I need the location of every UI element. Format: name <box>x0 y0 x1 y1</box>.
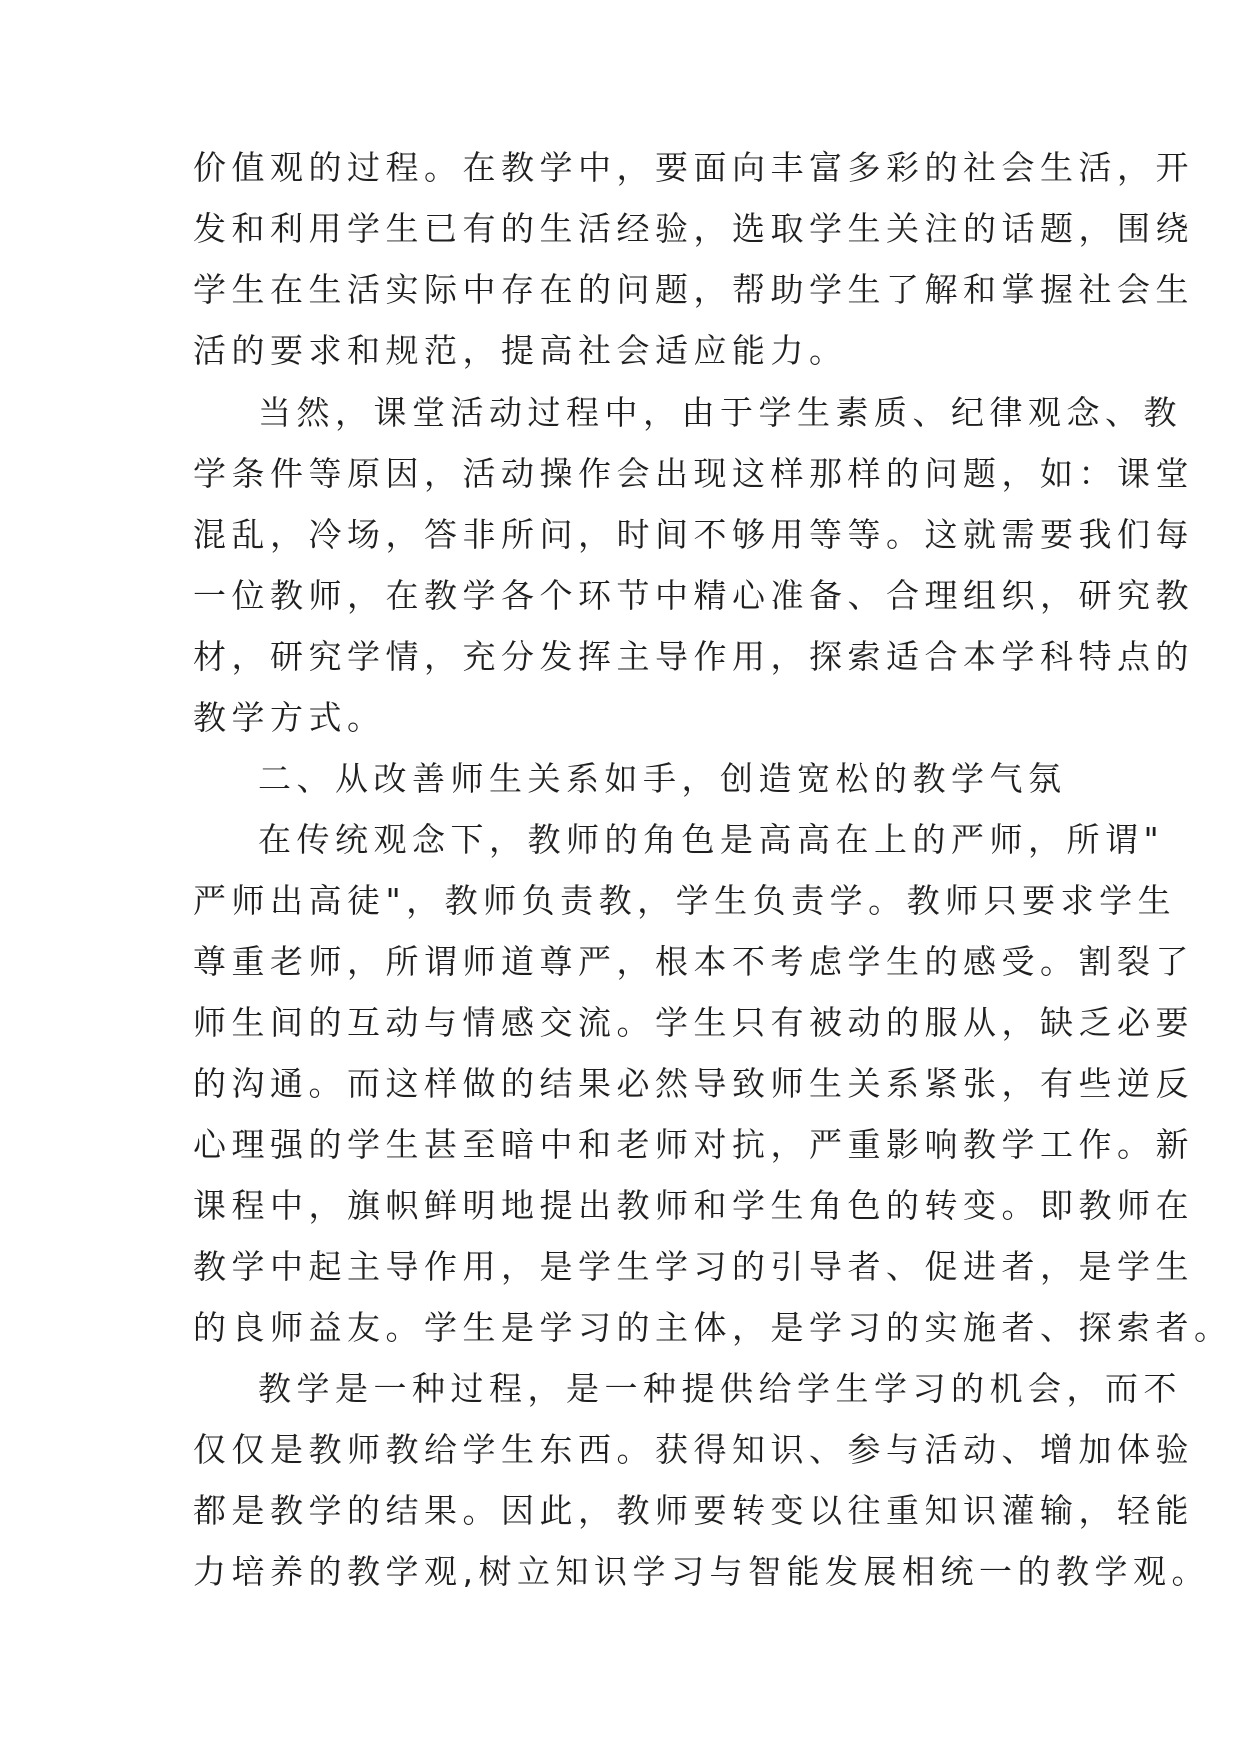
text-line: 仅仅是教师教给学生东西。获得知识、参与活动、增加体验 <box>193 1430 1194 1469</box>
text-line: 严师出高徒"，教师负责教，学生负责学。教师只要求学生 <box>193 881 1177 920</box>
text-line: 的沟通。而这样做的结果必然导致师生关系紧张，有些逆反 <box>193 1064 1194 1103</box>
text-line: 一位教师，在教学各个环节中精心准备、合理组织，研究教 <box>193 576 1194 615</box>
section-heading: 二、从改善师生关系如手，创造宽松的教学气氛 <box>258 759 1067 798</box>
text-line: 学生在生活实际中存在的问题，帮助学生了解和掌握社会生 <box>193 270 1194 309</box>
text-line: 力培养的教学观,树立知识学习与智能发展相统一的教学观。 <box>193 1552 1210 1591</box>
text-line: 价值观的过程。在教学中，要面向丰富多彩的社会生活，开 <box>193 148 1194 187</box>
text-line: 的良师益友。学生是学习的主体，是学习的实施者、探索者。 <box>193 1308 1233 1347</box>
text-line: 尊重老师，所谓师道尊严，根本不考虑学生的感受。割裂了 <box>193 942 1194 981</box>
text-line: 教学中起主导作用，是学生学习的引导者、促进者，是学生 <box>193 1247 1194 1286</box>
text-line: 学条件等原因，活动操作会出现这样那样的问题，如：课堂 <box>193 454 1194 493</box>
text-line: 都是教学的结果。因此，教师要转变以往重知识灌输，轻能 <box>193 1491 1194 1530</box>
text-line: 发和利用学生已有的生活经验，选取学生关注的话题，围绕 <box>193 209 1194 248</box>
text-line: 心理强的学生甚至暗中和老师对抗，严重影响教学工作。新 <box>193 1125 1194 1164</box>
paragraph-start-line: 教学是一种过程，是一种提供给学生学习的机会，而不 <box>258 1369 1182 1408</box>
text-line: 混乱，冷场，答非所问，时间不够用等等。这就需要我们每 <box>193 515 1194 554</box>
paragraph-start-line: 在传统观念下，教师的角色是高高在上的严师，所谓" <box>258 820 1165 859</box>
text-line: 课程中，旗帜鲜明地提出教师和学生角色的转变。即教师在 <box>193 1186 1194 1225</box>
text-line: 材，研究学情，充分发挥主导作用，探索适合本学科特点的 <box>193 637 1194 676</box>
text-line: 活的要求和规范，提高社会适应能力。 <box>193 331 848 370</box>
text-line: 教学方式。 <box>193 698 386 737</box>
paragraph-start-line: 当然，课堂活动过程中，由于学生素质、纪律观念、教 <box>258 393 1182 432</box>
text-line: 师生间的互动与情感交流。学生只有被动的服从，缺乏必要 <box>193 1003 1194 1042</box>
